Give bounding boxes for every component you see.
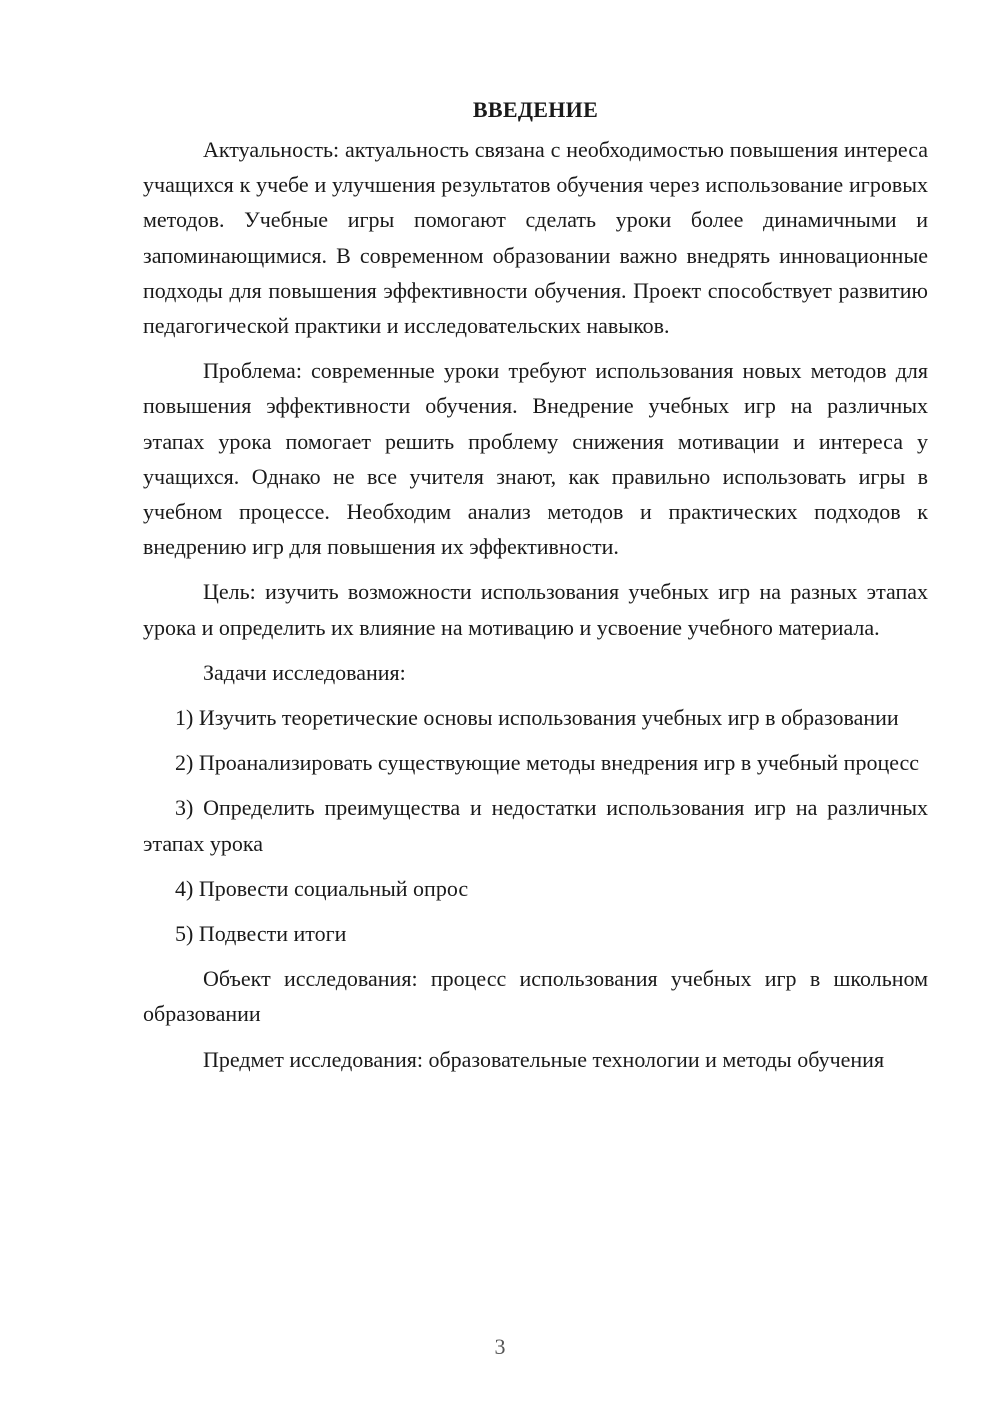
tasks-label: Задачи исследования: <box>203 659 406 685</box>
page-content <box>143 94 928 1087</box>
section-heading: ВВЕДЕНИЕ <box>472 97 599 122</box>
task-item-4: 4) Провести социальный опрос <box>175 875 469 901</box>
page-number: 3 <box>494 1334 506 1359</box>
problem-paragraph: Проблема: современные уроки требуют использования новых методов для повышения эффективности обучения. Внедрение учебных игр на различных этапах урока помогает решить проблему снижения мотивации и интереса у учащихся. Однако не все учителя знают, как правильно использовать игры в учебном процессе. Необходим анализ методов и практических подходов к внедрению игр для повышения их эффективности. <box>143 358 928 560</box>
tasks-list <box>143 700 928 951</box>
subject-paragraph: Предмет исследования: образовательные технологии и методы обучения <box>203 1046 885 1072</box>
object-paragraph: Объект исследования: процесс использования учебных игр в школьном образовании <box>143 966 928 1027</box>
task-item-1: 1) Изучить теоретические основы использования учебных игр в образовании <box>175 705 899 731</box>
task-item-2: 2) Проанализировать существующие методы внедрения игр в учебный процесс <box>175 750 920 776</box>
goal-paragraph: Цель: изучить возможности использования учебных игр на разных этапах урока и определить их влияние на мотивацию и усвоение учебного материала. <box>143 579 928 640</box>
relevance-paragraph: Актуальность: актуальность связана с необходимостью повышения интереса учащихся к учебе и улучшения результатов обучения через использование игровых методов. Учебные игры помогают сделать уроки более динамичными и запоминающимися. В современном образовании важно внедрять инновационные подходы для повышения эффективности обучения. Проект способствует развитию педагогической практики и исследовательских навыков. <box>143 137 928 339</box>
task-item-5: 5) Подвести итоги <box>175 921 347 947</box>
task-item-3: 3) Определить преимущества и недостатки использования игр на различных этапах урока <box>143 795 928 856</box>
